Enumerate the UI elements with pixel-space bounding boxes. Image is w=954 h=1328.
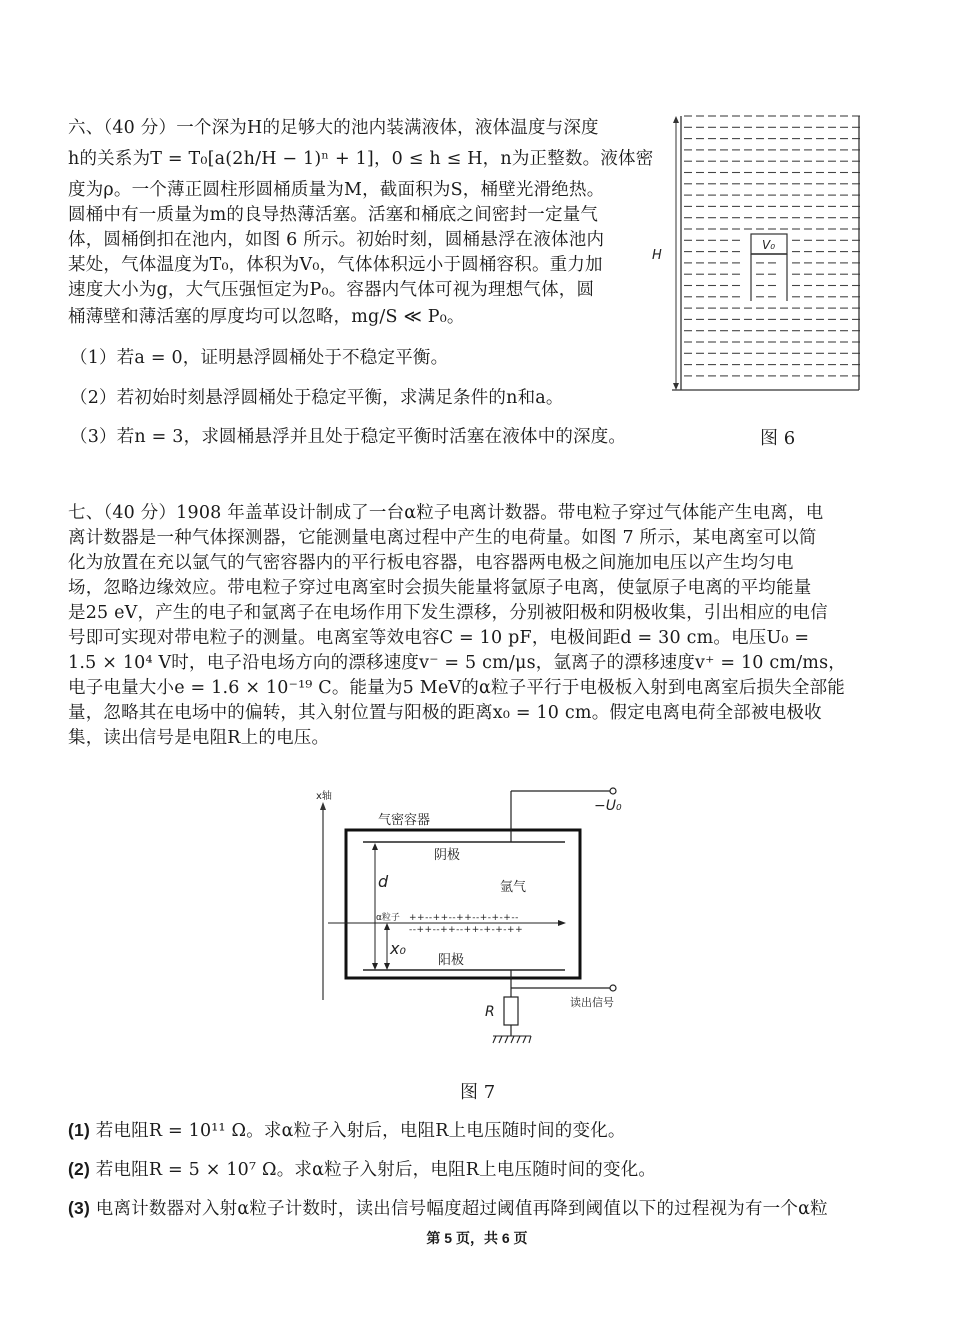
question-number: (2) [68, 1159, 90, 1179]
voltage-label: −U₀ [594, 798, 622, 814]
x0-arrow-head-top [384, 923, 390, 930]
problem-6-line-5: 体，圆桶倒扣在池内，如图 6 所示。初始时刻，圆桶悬浮在液体池内 [68, 230, 605, 250]
x0-label: x₀ [390, 939, 406, 958]
problem-7-line-1: 七、（40 分）1908 年盖革设计制成了一台α粒子电离计数器。带电粒子穿过气体能产生电离，电 [68, 503, 824, 523]
depth-label: H [652, 248, 662, 263]
figure-6-caption: 图 6 [760, 428, 796, 449]
problem-6-line-3: 度为ρ。一个薄正圆柱形圆桶质量为M，截面积为S，桶壁光滑绝热。 [68, 180, 605, 200]
x-axis-arrow [320, 802, 326, 810]
problem-7-question-3 [68, 1196, 828, 1222]
voltage-terminal [610, 788, 616, 794]
figure-7-caption: 图 7 [460, 1082, 496, 1103]
problem-6-question-1: （1）若a = 0，证明悬浮圆桶处于不稳定平衡。 [70, 348, 449, 368]
problem-6-line-1: 六、（40 分）一个深为H的足够大的池内装满液体，液体温度与深度 [68, 118, 599, 138]
x0-arrow-head-bottom [384, 963, 390, 970]
question-text: 电离计数器对入射α粒子计数时，读出信号幅度超过阈值再降到阈值以下的过程视为有一个α粒 [95, 1199, 828, 1219]
depth-arrow-head-top [673, 116, 679, 123]
d-arrow-head-top [372, 843, 378, 850]
d-label: d [378, 872, 389, 891]
readout-terminal [610, 985, 616, 991]
depth-arrow-head-bottom [673, 383, 679, 390]
problem-6-line-2: h的关系为T = T₀[a(2h/H − 1)ⁿ + 1]，0 ≤ h ≤ H，n为正整数。液体密 [68, 149, 654, 169]
gas-label: 氩气 [500, 880, 527, 895]
problem-6-line-6: 某处，气体温度为T₀，体积为V₀，气体体积远小于圆桶容积。重力加 [68, 255, 603, 275]
problem-7-line-2: 离计数器是一种气体探测器，它能测量电离过程中产生的电荷量。如图 7 所示，某电离室可以简 [68, 528, 817, 548]
resistor-label: R [485, 1004, 495, 1020]
problem-7-question-1 [68, 1118, 626, 1144]
problem-7-line-4: 场，忽略边缘效应。带电粒子穿过电离室时会损失能量将氩原子电离，使氩原子电离的平均能量 [68, 578, 812, 598]
problem-6-question-2: （2）若初始时刻悬浮圆桶处于稳定平衡，求满足条件的n和a。 [70, 388, 564, 408]
problem-6-line-7: 速度大小为g，大气压强恒定为P₀。容器内气体可视为理想气体，圆 [68, 280, 595, 300]
problem-7-line-8: 电子电量大小e = 1.6 × 10⁻¹⁹ C。能量为5 MeV的α粒子平行于电极板入射到电离室后损失全部能 [68, 678, 845, 698]
ground-icon [493, 1036, 531, 1043]
particle-track-arrow [558, 920, 566, 926]
problem-6-line-8: 桶薄壁和薄活塞的厚度均可以忽略，mg/S ≪ P₀。 [68, 307, 465, 327]
problem-6-line-4: 圆桶中有一质量为m的良导热薄活塞。活塞和桶底之间密封一定量气 [68, 205, 599, 225]
cathode-label: 阴极 [434, 848, 461, 863]
problem-7-line-3: 化为放置在充以氩气的气密容器内的平行板电容器，电容器两电极之间施加电压以产生均匀电 [68, 553, 794, 573]
problem-7-line-10: 集，读出信号是电阻R上的电压。 [68, 728, 330, 748]
problem-7-line-7: 1.5 × 10⁴ V时，电子沿电场方向的漂移速度v⁻ = 5 cm/μs，氩离子的漂移速度v⁺ = 10 cm/ms， [68, 653, 846, 673]
problem-7-line-9: 量，忽略其在电场中的偏转，其入射位置与阳极的距离x₀ = 10 cm。假定电离电荷全部被电极收 [68, 703, 822, 723]
problem-6-question-3: （3）若n = 3，求圆桶悬浮并且处于稳定平衡时活塞在液体中的深度。 [70, 427, 627, 447]
anode-label: 阳极 [438, 953, 465, 968]
figure-7 [310, 780, 640, 1060]
d-arrow-head-bottom [372, 963, 378, 970]
charges-bottom: --++--++--++-+-+-++ [409, 925, 524, 935]
question-text: 若电阻R = 10¹¹ Ω。求α粒子入射后，电阻R上电压随时间的变化。 [95, 1121, 626, 1141]
resistor [504, 997, 518, 1025]
figure-6 [640, 110, 880, 460]
problem-7-line-5: 是25 eV，产生的电子和氩离子在电场作用下发生漂移，分别被阳极和阴极收集，引出相应的电信 [68, 603, 828, 623]
question-text: 若电阻R = 5 × 10⁷ Ω。求α粒子入射后，电阻R上电压随时间的变化。 [95, 1160, 657, 1180]
page-footer: 第 5 页，共 6 页 [426, 1230, 528, 1246]
problem-7-line-6: 号即可实现对带电粒子的测量。电离室等效电容C = 10 pF，电极间距d = 30 cm。电压U₀ = [68, 628, 810, 648]
container-label: 气密容器 [378, 813, 431, 828]
x-axis-label: x轴 [316, 791, 332, 802]
question-number: (3) [68, 1198, 90, 1218]
readout-label: 读出信号 [570, 996, 614, 1009]
problem-7-question-2 [68, 1157, 656, 1183]
gas-volume-label: V₀ [762, 238, 776, 252]
question-number: (1) [68, 1120, 90, 1140]
particle-label: α粒子 [376, 913, 400, 923]
charges-top: ++--++--++--+-+-+-- [409, 913, 519, 923]
